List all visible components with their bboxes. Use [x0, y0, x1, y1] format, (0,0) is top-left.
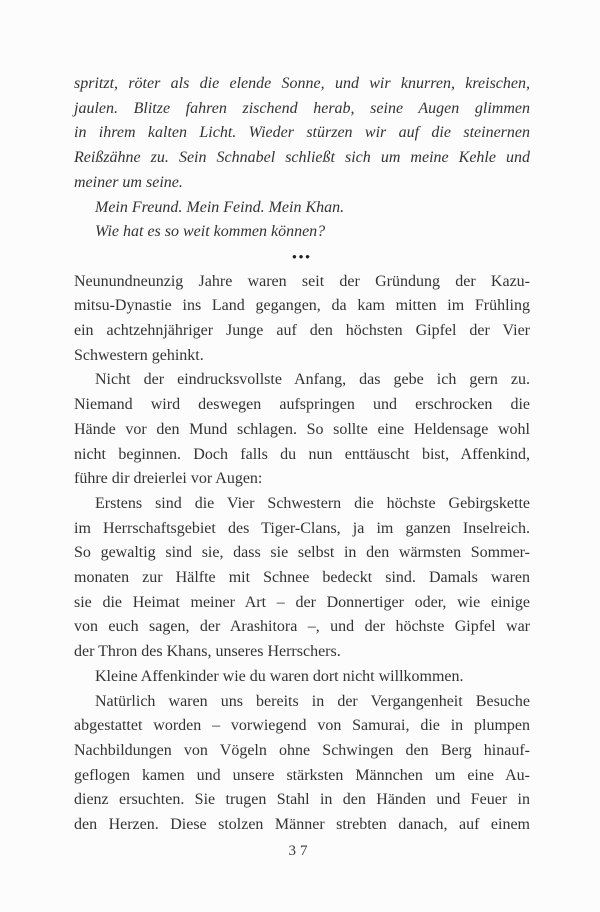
text-line: von euch sagen, der Arashitora –, und der höchste Gipfel war	[74, 618, 530, 636]
text-line: monaten zur Hälfte mit Schnee bedeckt sind. Damals waren	[74, 569, 530, 587]
text-line: Erstens sind die Vier Schwestern die höchste Gebirgskette	[95, 494, 530, 512]
text-line: So gewaltig sind sie, dass sie selbst in den wärmsten Sommer-	[74, 544, 530, 562]
text-line: in ihrem kalten Licht. Wieder stürzen wir auf die steinernen	[74, 124, 530, 142]
text-line: geflogen kamen und unsere stärksten Männchen um eine Au-	[74, 766, 530, 784]
text-line: ein achtzehnjähriger Junge auf den höchsten Gipfel der Vier	[74, 322, 530, 340]
text-line: abgestattet worden – vorwiegend von Samurai, die in plumpen	[74, 717, 530, 735]
section-break: •••	[292, 248, 312, 264]
text-flow	[74, 72, 530, 838]
text-line: sie die Heimat meiner Art – der Donnertiger oder, wie einige	[74, 593, 530, 611]
text-line: Wie hat es so weit kommen können?	[95, 223, 326, 241]
text-line: Natürlich waren uns bereits in der Vergangenheit Besuche	[95, 692, 530, 710]
text-line: Niemand wird deswegen aufspringen und erschrocken die	[74, 396, 530, 414]
page-number: 37	[288, 843, 312, 859]
text-line: Nachbildungen von Vögeln ohne Schwingen den Berg hinauf-	[74, 741, 530, 759]
text-line: Schwestern gehinkt.	[74, 346, 204, 364]
text-line: Mein Freund. Mein Feind. Mein Khan.	[95, 198, 345, 216]
text-line: dienz ersuchten. Sie trugen Stahl in den Händen und Feuer in	[74, 791, 530, 809]
text-line: Reißzähne zu. Sein Schnabel schließt sich um meine Kehle und	[74, 149, 530, 167]
text-line: Kleine Affenkinder wie du waren dort nicht willkommen.	[95, 667, 464, 685]
text-line: nicht beginnen. Doch falls du nun enttäuscht bist, Affenkind,	[74, 445, 530, 463]
text-line: mitsu-Dynastie ins Land gegangen, da kam mitten im Frühling	[74, 297, 530, 315]
text-line: jaulen. Blitze fahren zischend herab, seine Augen glimmen	[74, 99, 530, 117]
text-line: Neunundneunzig Jahre waren seit der Gründung der Kazu-	[74, 272, 530, 290]
text-line: meiner um seine.	[74, 173, 183, 191]
text-line: spritzt, röter als die elende Sonne, und wir knurren, kreischen,	[74, 75, 530, 92]
text-line: Nicht der eindrucksvollste Anfang, das gebe ich gern zu.	[95, 371, 530, 389]
text-line: der Thron des Khans, unseres Herrschers.	[74, 643, 341, 661]
text-line: führe dir dreierlei vor Augen:	[74, 470, 263, 488]
text-line: Hände vor den Mund schlagen. So sollte eine Heldensage wohl	[74, 420, 530, 438]
text-line: den Herzen. Diese stolzen Männer strebten danach, auf einem	[74, 816, 530, 834]
text-line: im Herrschaftsgebiet des Tiger-Clans, ja im ganzen Inselreich.	[74, 519, 530, 537]
